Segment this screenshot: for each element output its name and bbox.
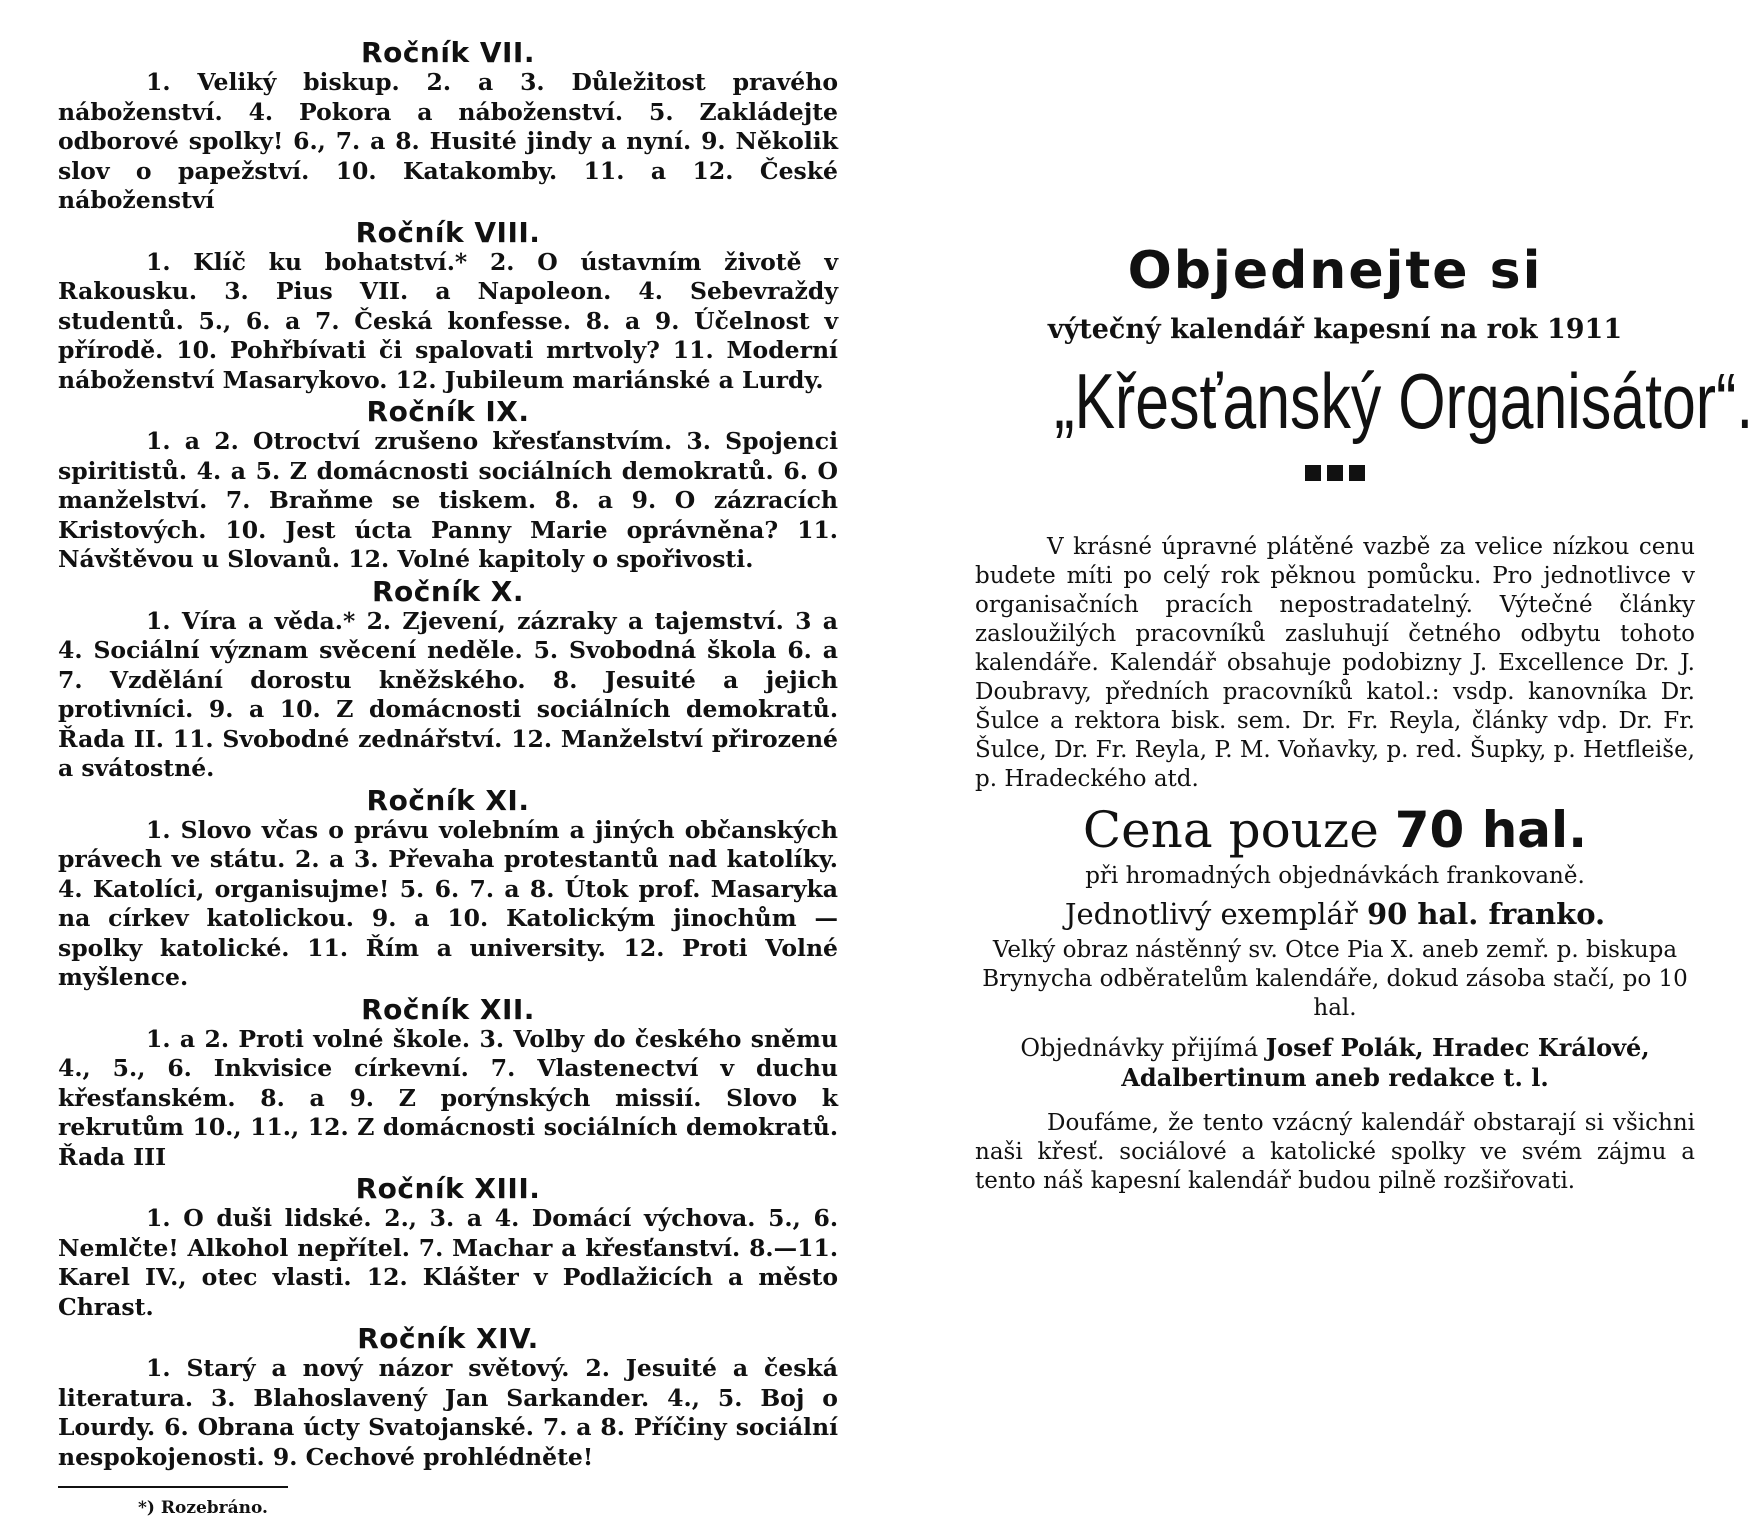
rocnik-contents: 1. Veliký biskup. 2. a 3. Důležitost pravého náboženství. 4. Pokora a náboženství. 5. Zakládejte odborové spolky! 6., 7. a 8. Husité jindy a nyní. 9. Několik slov o papežství. 10. Katakomby. 11. a 12. České náboženství: [58, 68, 838, 214]
rocnik-section: [58, 574, 838, 784]
advertisement: [975, 240, 1754, 1196]
rocnik-title: Ročník VII.: [361, 36, 535, 69]
single-copy-price: [975, 896, 1695, 932]
orders-prefix: Objednávky přijímá: [1020, 1034, 1259, 1062]
ornament-squares: [975, 465, 1695, 485]
ad-body: V krásné úpravné plátěné vazbě za velice nízkou cenu budete míti po celý rok pěknou pomůcku. Pro jednotlivce v organisačních pracích nepostradatelný. Výtečné články zasloužilých pracovníků zasluhují četného odbytu tohoto kalendáře. Kalendář obsahuje podobizny J. Excellence Dr. J. Doubravy, předních pracovníků katol.: vsdp. kanovníka Dr. Šulce a rektora bisk. sem. Dr. Fr. Reyla, články vdp. Dr. Fr. Šulce, Dr. Fr. Reyla, P. M. Voňavky, p. red. Šupky, p. Hetfleiše, p. Hradeckého atd.: [975, 534, 1695, 792]
square-ornament-icon: [1327, 465, 1343, 481]
bulk-order-note: při hromadných objednávkách frankovaně.: [1085, 863, 1585, 889]
rocnik-title: Ročník VIII.: [355, 215, 541, 249]
price-value: 70 hal.: [1394, 801, 1588, 859]
rocnik-title: Ročník XII.: [361, 992, 535, 1026]
rocnik-contents: 1. Starý a nový názor světový. 2. Jesuité a česká literatura. 3. Blahoslavený Jan Sarkander. 4., 5. Boj o Lourdy. 6. Obrana úcty Svatojanské. 7. a 8. Příčiny sociální nespokojenosti. 9. Cechové prohlédněte!: [58, 1354, 838, 1471]
left-column: [58, 38, 838, 1518]
rocnik-section: [58, 1174, 838, 1322]
ad-product-name: „Křesťanský Organisátor“.: [1054, 357, 1754, 445]
rocnik-section: [58, 215, 838, 396]
rocnik-section: [58, 783, 838, 993]
footnote: *) Rozebráno.: [138, 1498, 268, 1518]
price-prefix: Cena pouze: [1082, 801, 1379, 859]
rocnik-title: Ročník XIV.: [357, 1322, 539, 1355]
orders-contact: [975, 1033, 1695, 1093]
rocnik-contents: 1. Slovo včas o právu volebním a jiných občanských právech ve státu. 2. a 3. Převaha protestantů nad katolíky. 4. Katolíci, organisujme! 5. 6. 7. a 8. Útok prof. Masaryka na církev katolickou. 9. a 10. Katolickým jinochům — spolky katolické. 11. Řím a university. 12. Proti Volné myšlence.: [58, 815, 838, 991]
rocnik-title: Ročník XI.: [366, 783, 530, 817]
ad-price: [975, 800, 1695, 860]
square-ornament-icon: [1349, 465, 1365, 481]
picture-offer: Velký obraz nástěnný sv. Otce Pia X. aneb zemř. p. biskupa Brynycha odběratelům kalendáře, dokud zásoba stačí, po 10 hal.: [982, 937, 1688, 1021]
rocnik-title: Ročník IX.: [366, 395, 530, 428]
rocnik-contents: 1. a 2. Proti volné škole. 3. Volby do českého sněmu 4., 5., 6. Inkvisice církevní. 7. Vlastenectví v duchu křesťanském. 8. a 9. Z porýnských missií. Slovo k rekrutům 10., 11., 12. Z domácnosti sociálních demokratů. Řada III: [58, 1024, 838, 1171]
rocnik-title: Ročník X.: [371, 574, 525, 608]
ad-subheadline: výtečný kalendář kapesní na rok 1911: [1047, 314, 1623, 345]
rocnik-contents: 1. O duši lidské. 2., 3. a 4. Domácí výchova. 5., 6. Nemlčte! Alkohol nepřítel. 7. Machar a křesťanství. 8.—11. Karel IV., otec vlasti. 12. Klášter v Podlažicích a město Chrast.: [58, 1204, 838, 1321]
single-price: 90 hal. franko.: [1366, 897, 1606, 931]
single-prefix: Jednotlivý exemplář: [1064, 897, 1358, 931]
square-ornament-icon: [1305, 465, 1321, 481]
footnote-divider: [58, 1486, 288, 1488]
rocnik-contents: 1. a 2. Otroctví zrušeno křesťanstvím. 3. Spojenci spiritistů. 4. a 5. Z domácnosti sociálních demokratů. 6. O manželství. 7. Braňme se tiskem. 8. a 9. O zázracích Kristových. 10. Jest úcta Panny Marie oprávněna? 11. Návštěvou u Slovanů. 12. Volné kapitoly o spořivosti.: [58, 427, 838, 573]
rocnik-section: [58, 1324, 838, 1472]
rocnik-section: [58, 38, 838, 216]
rocnik-contents: 1. Víra a věda.* 2. Zjevení, zázraky a tajemství. 3 a 4. Sociální význam svěcení neděle. 5. Svobodná škola 6. a 7. Vzdělání dorostu kněžského. 8. Jesuité a jejich protivníci. 9. a 10. Z domácnosti sociálních demokratů. Řada II. 11. Svobodné zednářství. 12. Manželství přirozené a svátostné.: [58, 606, 838, 782]
rocnik-title: Ročník XIII.: [355, 1172, 541, 1205]
rocnik-section: [58, 397, 838, 575]
orders-address: Josef Polák, Hradec Králové, Adalbertinum aneb redakce t. l.: [1121, 1033, 1650, 1092]
rocnik-section: [58, 992, 838, 1173]
rocnik-contents: 1. Klíč ku bohatství.* 2. O ústavním životě v Rakousku. 3. Pius VII. a Napoleon. 4. Sebevraždy studentů. 5., 6. a 7. Česká konfesse. 8. a 9. Účelnost v přírodě. 10. Pohřbívati či spalovati mrtvoly? 11. Moderní náboženství Masarykovo. 12. Jubileum mariánské a Lurdy.: [58, 247, 838, 394]
ad-closing: Doufáme, že tento vzácný kalendář obstarají si všichni naši křesť. sociálové a katolické spolky ve svém zájmu a tento náš kapesní kalendář budou pilně rozšiřovati.: [975, 1110, 1695, 1194]
ad-headline: Objednejte si: [1127, 241, 1543, 301]
